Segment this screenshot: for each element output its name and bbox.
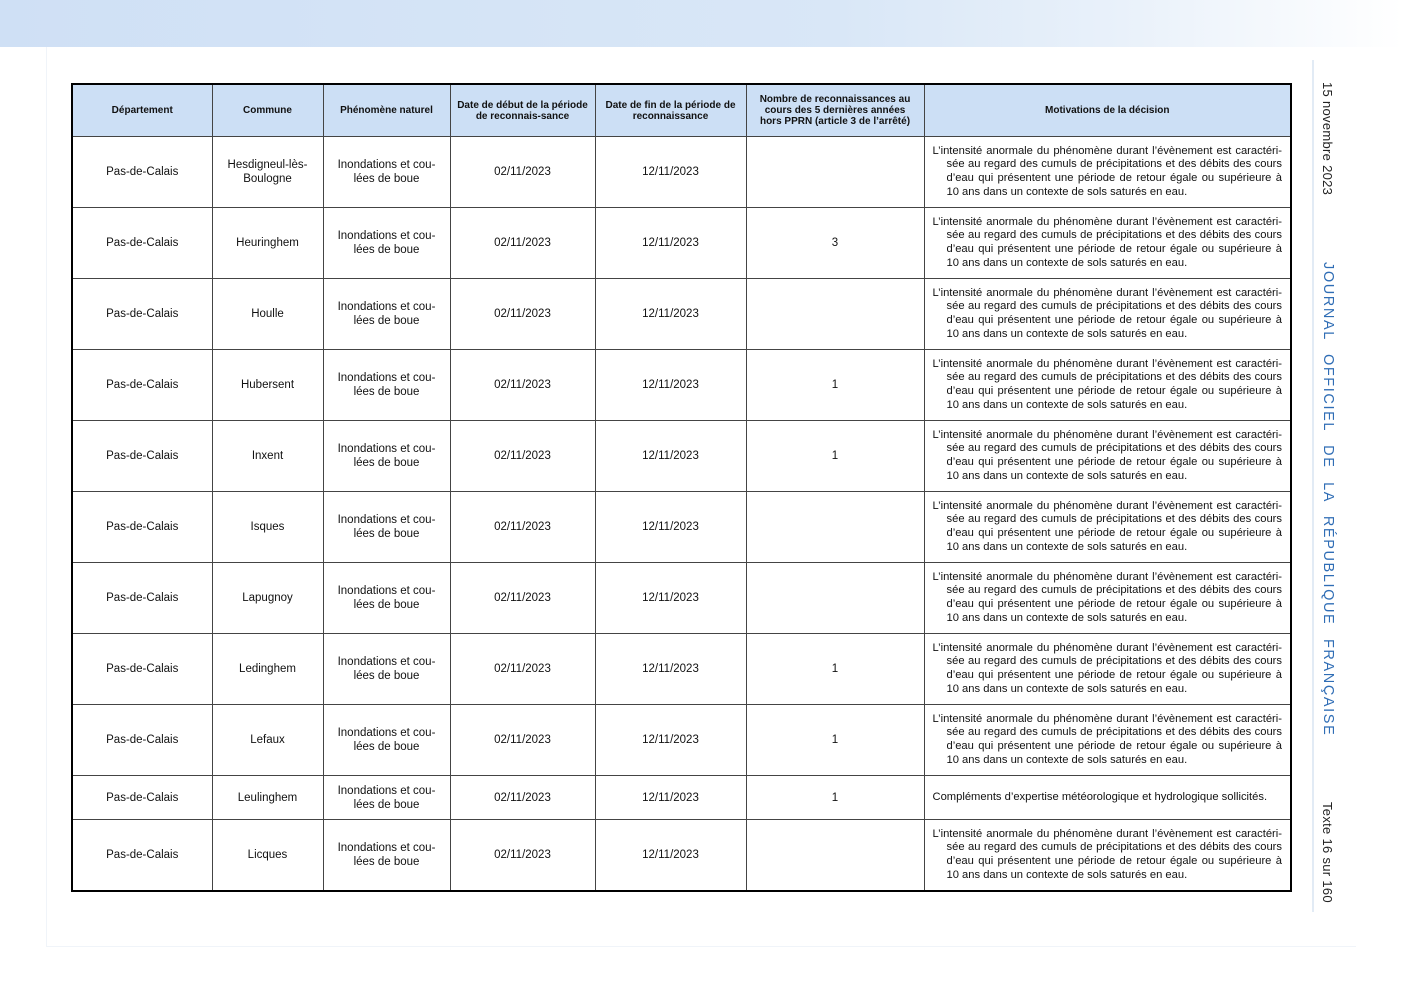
- cell-departement: Pas-de-Calais: [72, 350, 212, 421]
- header-phenomene: Phénomène naturel: [323, 84, 450, 137]
- cell-motivation: L’intensité anormale du phénomène durant l’évènement est caractéri-sée au regard des cumuls de précipitations et des débits des cours d’eau qui présentent une période de retour égale ou supérieure à 10 ans dans un contexte de sols saturés en eau.: [924, 421, 1291, 492]
- cell-motivation: L’intensité anormale du phénomène durant l’évènement est caractéri-sée au regard des cumuls de précipitations et des débits des cours d’eau qui présentent une période de retour égale ou supérieure à 10 ans dans un contexte de sols saturés en eau.: [924, 820, 1291, 892]
- cell-phenomene: Inondations et cou-lées de boue: [323, 208, 450, 279]
- cell-nombre: [746, 279, 924, 350]
- cell-date-debut: 02/11/2023: [450, 820, 595, 892]
- cell-date-debut: 02/11/2023: [450, 208, 595, 279]
- cell-nombre: 1: [746, 421, 924, 492]
- cell-commune: Ledinghem: [212, 634, 323, 705]
- cell-nombre: 1: [746, 634, 924, 705]
- cell-motivation: L’intensité anormale du phénomène durant l’évènement est caractéri-sée au regard des cumuls de précipitations et des débits des cours d’eau qui présentent une période de retour égale ou supérieure à 10 ans dans un contexte de sols saturés en eau.: [924, 279, 1291, 350]
- cell-nombre: 1: [746, 776, 924, 820]
- table-row: [72, 350, 1291, 421]
- cell-date-debut: 02/11/2023: [450, 421, 595, 492]
- cell-departement: Pas-de-Calais: [72, 279, 212, 350]
- header-commune: Commune: [212, 84, 323, 137]
- table-row: [72, 279, 1291, 350]
- cell-departement: Pas-de-Calais: [72, 634, 212, 705]
- cell-date-debut: 02/11/2023: [450, 492, 595, 563]
- header-motivations: Motivations de la décision: [924, 84, 1291, 137]
- cell-departement: Pas-de-Calais: [72, 776, 212, 820]
- cell-date-fin: 12/11/2023: [595, 776, 746, 820]
- cell-departement: Pas-de-Calais: [72, 421, 212, 492]
- cell-phenomene: Inondations et cou-lées de boue: [323, 137, 450, 208]
- cell-commune: Lefaux: [212, 705, 323, 776]
- cell-motivation: L’intensité anormale du phénomène durant l’évènement est caractéri-sée au regard des cumuls de précipitations et des débits des cours d’eau qui présentent une période de retour égale ou supérieure à 10 ans dans un contexte de sols saturés en eau.: [924, 705, 1291, 776]
- cell-date-fin: 12/11/2023: [595, 208, 746, 279]
- cell-commune: Hesdigneul-lès-Boulogne: [212, 137, 323, 208]
- cell-date-fin: 12/11/2023: [595, 563, 746, 634]
- publication-date: 15 novembre 2023: [1320, 82, 1335, 196]
- cell-date-fin: 12/11/2023: [595, 421, 746, 492]
- cell-nombre: [746, 137, 924, 208]
- cell-departement: Pas-de-Calais: [72, 492, 212, 563]
- header-departement: Département: [72, 84, 212, 137]
- cell-motivation: L’intensité anormale du phénomène durant l’évènement est caractéri-sée au regard des cumuls de précipitations et des débits des cours d’eau qui présentent une période de retour égale ou supérieure à 10 ans dans un contexte de sols saturés en eau.: [924, 208, 1291, 279]
- cell-motivation: L’intensité anormale du phénomène durant l’évènement est caractéri-sée au regard des cumuls de précipitations et des débits des cours d’eau qui présentent une période de retour égale ou supérieure à 10 ans dans un contexte de sols saturés en eau.: [924, 492, 1291, 563]
- header-nombre-reconnaissances: Nombre de reconnaissances au cours des 5 dernières années hors PPRN (article 3 de l’arrêté): [746, 84, 924, 137]
- cell-date-fin: 12/11/2023: [595, 492, 746, 563]
- table-row: [72, 820, 1291, 892]
- journal-title: JOURNAL OFFICIEL DE LA RÉPUBLIQUE FRANÇAISE: [1320, 262, 1336, 737]
- cell-motivation: L’intensité anormale du phénomène durant l’évènement est caractéri-sée au regard des cumuls de précipitations et des débits des cours d’eau qui présentent une période de retour égale ou supérieure à 10 ans dans un contexte de sols saturés en eau.: [924, 137, 1291, 208]
- cell-commune: Inxent: [212, 421, 323, 492]
- cell-date-debut: 02/11/2023: [450, 705, 595, 776]
- table-header-row: [72, 84, 1291, 137]
- cell-phenomene: Inondations et cou-lées de boue: [323, 634, 450, 705]
- table-row: [72, 776, 1291, 820]
- cell-phenomene: Inondations et cou-lées de boue: [323, 820, 450, 892]
- cell-phenomene: Inondations et cou-lées de boue: [323, 492, 450, 563]
- cell-nombre: [746, 563, 924, 634]
- cell-motivation: Compléments d’expertise météorologique et hydrologique sollicités.: [924, 776, 1291, 820]
- table-row: [72, 137, 1291, 208]
- cell-phenomene: Inondations et cou-lées de boue: [323, 563, 450, 634]
- cell-date-fin: 12/11/2023: [595, 279, 746, 350]
- cell-date-fin: 12/11/2023: [595, 634, 746, 705]
- cell-nombre: [746, 492, 924, 563]
- cell-date-fin: 12/11/2023: [595, 137, 746, 208]
- cell-phenomene: Inondations et cou-lées de boue: [323, 279, 450, 350]
- cell-departement: Pas-de-Calais: [72, 705, 212, 776]
- cell-departement: Pas-de-Calais: [72, 208, 212, 279]
- table-row: [72, 208, 1291, 279]
- page-sidebar: [1320, 74, 1350, 914]
- cell-nombre: 3: [746, 208, 924, 279]
- cell-motivation: L’intensité anormale du phénomène durant l’évènement est caractéri-sée au regard des cumuls de précipitations et des débits des cours d’eau qui présentent une période de retour égale ou supérieure à 10 ans dans un contexte de sols saturés en eau.: [924, 563, 1291, 634]
- table-row: [72, 705, 1291, 776]
- header-date-fin: Date de fin de la période de reconnaissance: [595, 84, 746, 137]
- cell-departement: Pas-de-Calais: [72, 820, 212, 892]
- cell-departement: Pas-de-Calais: [72, 563, 212, 634]
- cell-nombre: [746, 820, 924, 892]
- cell-commune: Hubersent: [212, 350, 323, 421]
- cell-date-debut: 02/11/2023: [450, 350, 595, 421]
- page-header-band: [0, 0, 1403, 47]
- cell-commune: Heuringhem: [212, 208, 323, 279]
- recognition-table: [71, 83, 1292, 892]
- table-row: [72, 563, 1291, 634]
- header-date-debut: Date de début de la période de reconnais-sance: [450, 84, 595, 137]
- text-counter: Texte 16 sur 160: [1320, 802, 1335, 903]
- cell-motivation: L’intensité anormale du phénomène durant l’évènement est caractéri-sée au regard des cumuls de précipitations et des débits des cours d’eau qui présentent une période de retour égale ou supérieure à 10 ans dans un contexte de sols saturés en eau.: [924, 350, 1291, 421]
- cell-nombre: 1: [746, 705, 924, 776]
- cell-motivation: L’intensité anormale du phénomène durant l’évènement est caractéri-sée au regard des cumuls de précipitations et des débits des cours d’eau qui présentent une période de retour égale ou supérieure à 10 ans dans un contexte de sols saturés en eau.: [924, 634, 1291, 705]
- cell-commune: Leulinghem: [212, 776, 323, 820]
- cell-commune: Isques: [212, 492, 323, 563]
- table-row: [72, 634, 1291, 705]
- cell-phenomene: Inondations et cou-lées de boue: [323, 350, 450, 421]
- cell-commune: Licques: [212, 820, 323, 892]
- cell-date-debut: 02/11/2023: [450, 563, 595, 634]
- cell-phenomene: Inondations et cou-lées de boue: [323, 705, 450, 776]
- table-body: [72, 137, 1291, 892]
- cell-nombre: 1: [746, 350, 924, 421]
- table-row: [72, 421, 1291, 492]
- cell-phenomene: Inondations et cou-lées de boue: [323, 421, 450, 492]
- cell-commune: Lapugnoy: [212, 563, 323, 634]
- cell-date-fin: 12/11/2023: [595, 820, 746, 892]
- cell-date-debut: 02/11/2023: [450, 137, 595, 208]
- cell-phenomene: Inondations et cou-lées de boue: [323, 776, 450, 820]
- cell-date-debut: 02/11/2023: [450, 279, 595, 350]
- cell-date-fin: 12/11/2023: [595, 350, 746, 421]
- cell-date-debut: 02/11/2023: [450, 634, 595, 705]
- cell-date-fin: 12/11/2023: [595, 705, 746, 776]
- cell-date-debut: 02/11/2023: [450, 776, 595, 820]
- cell-commune: Houlle: [212, 279, 323, 350]
- sidebar-divider: [1312, 60, 1314, 912]
- table-row: [72, 492, 1291, 563]
- cell-departement: Pas-de-Calais: [72, 137, 212, 208]
